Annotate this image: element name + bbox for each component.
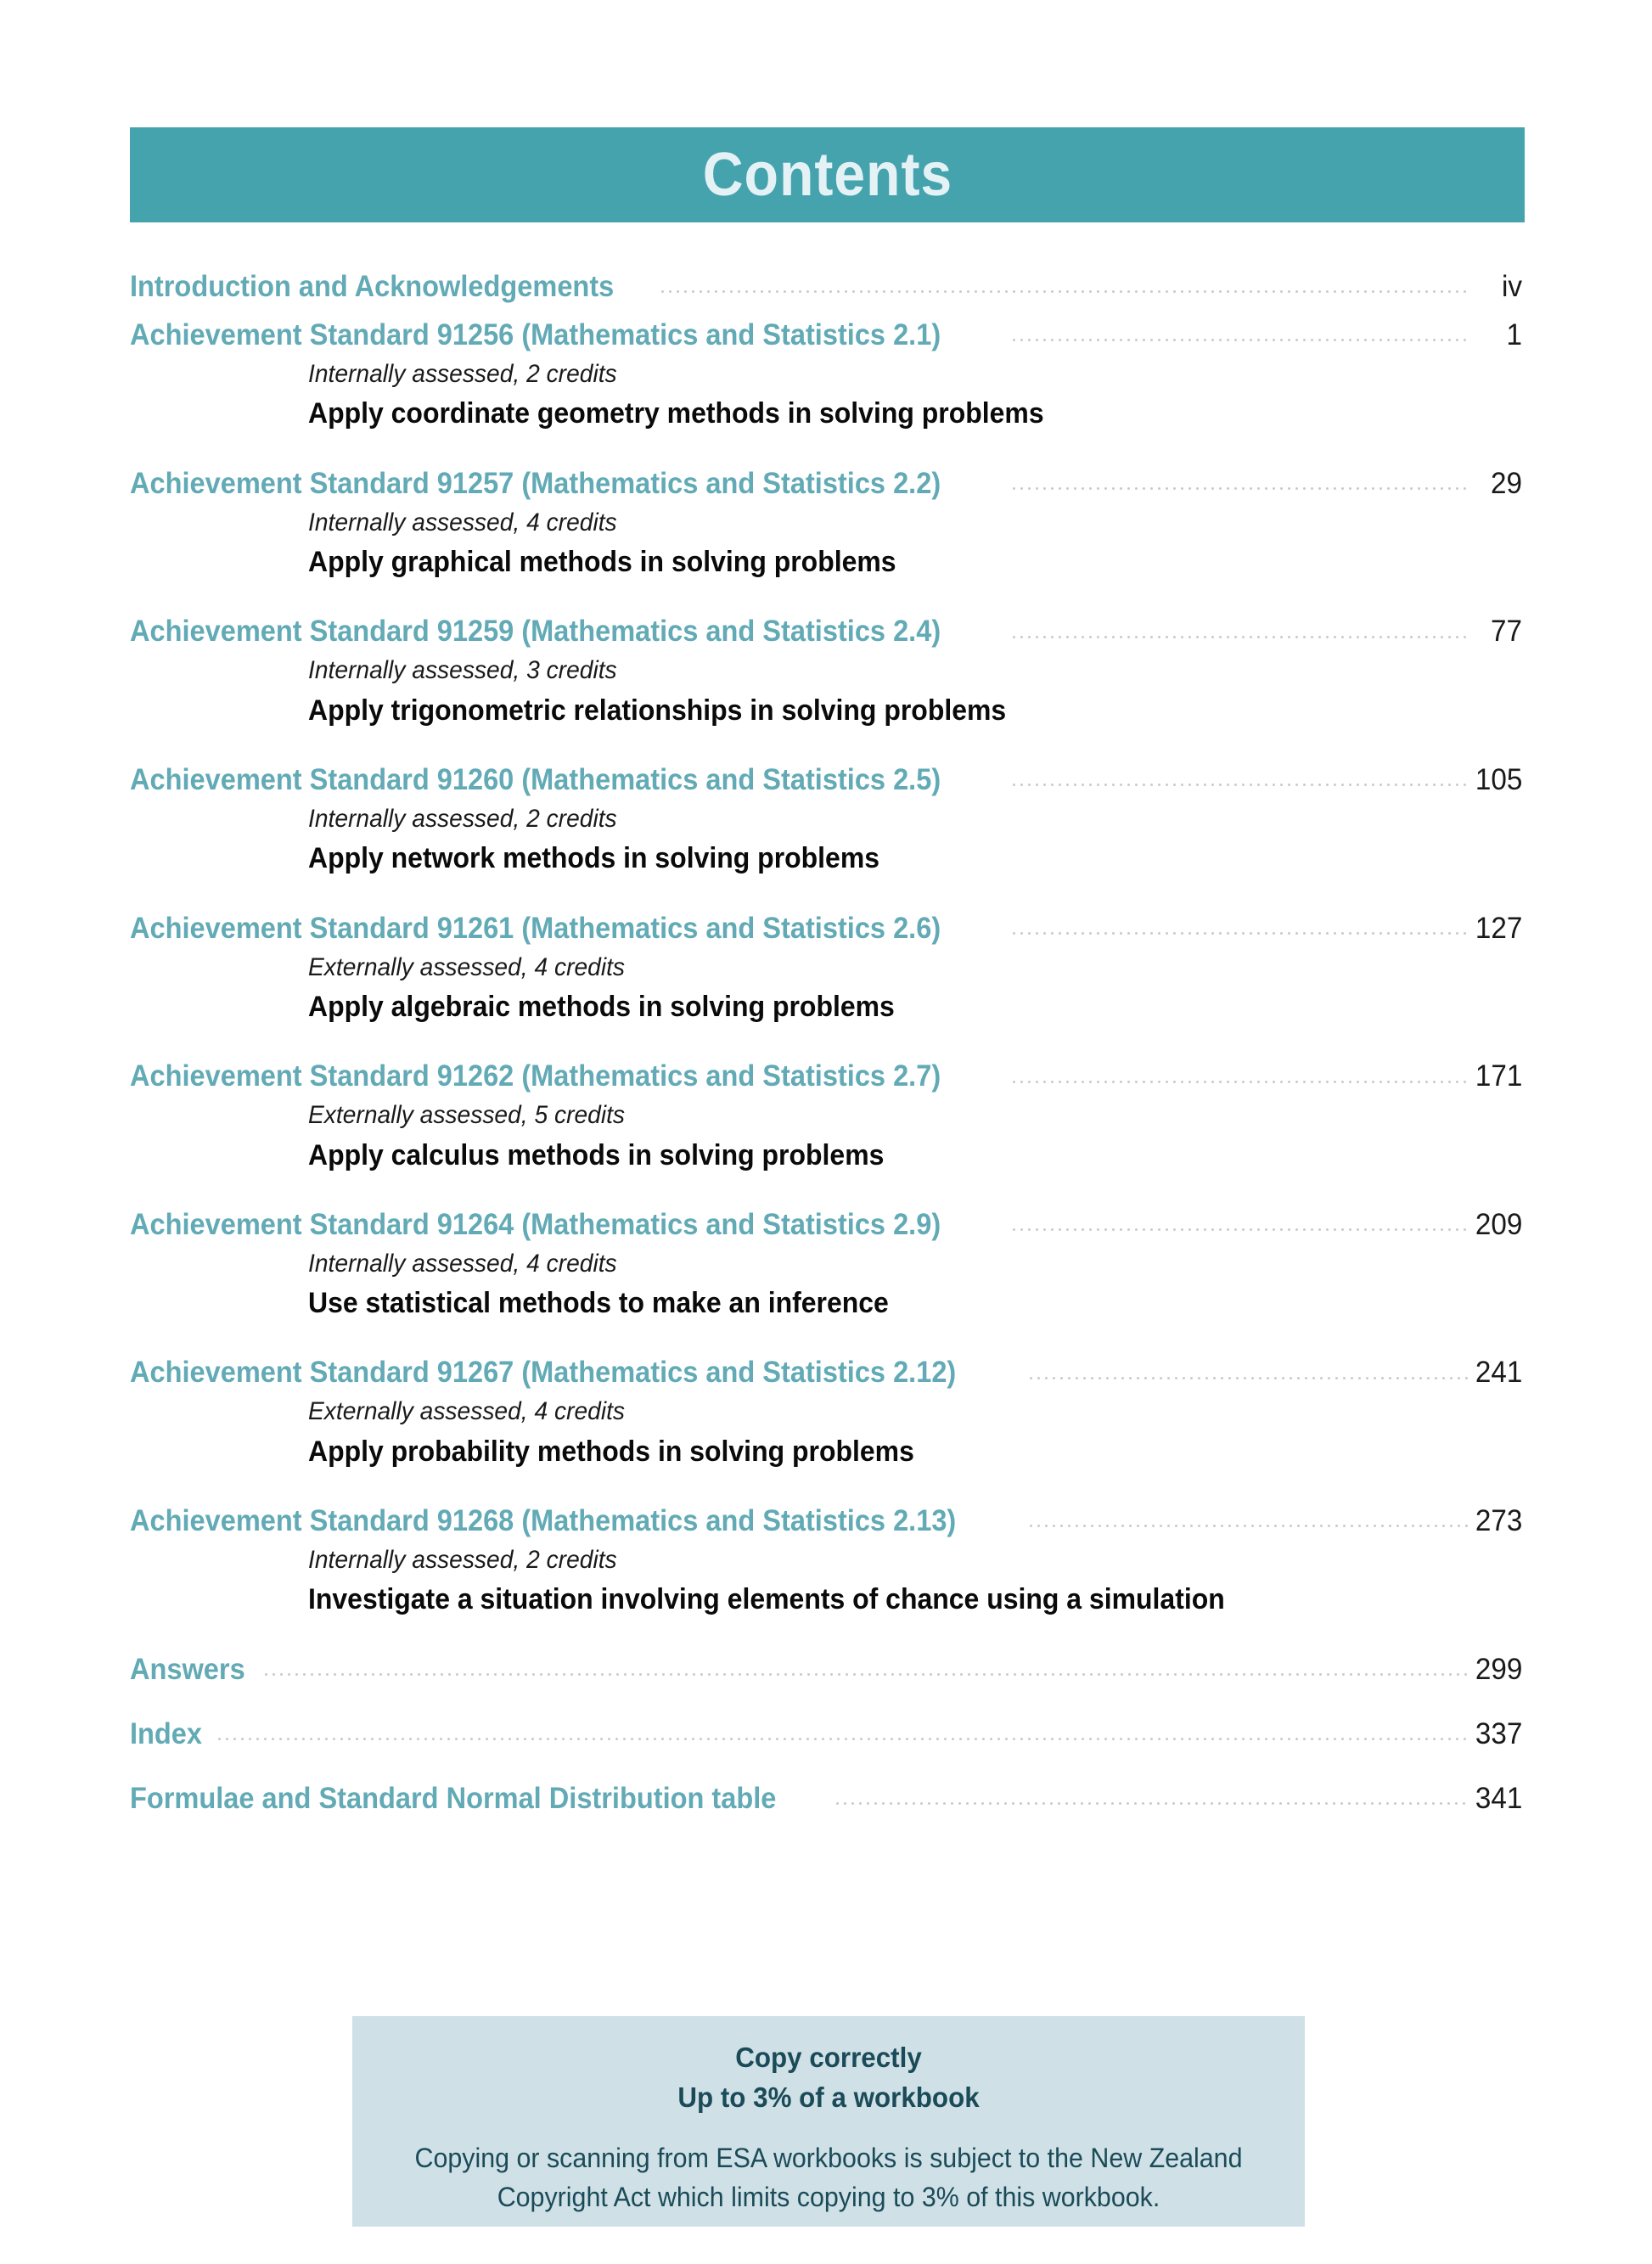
toc-entry-title: Achievement Standard 91259 (Mathematics and Statistics 2.4) bbox=[130, 615, 941, 649]
toc-standard-group bbox=[130, 1059, 1522, 1175]
leader-dots bbox=[1010, 776, 1468, 789]
copyright-notice-box bbox=[352, 2016, 1305, 2227]
toc-standard-group bbox=[130, 763, 1522, 879]
toc-entry-introduction[interactable] bbox=[130, 270, 1522, 304]
toc-entry-page: 337 bbox=[1475, 1716, 1522, 1750]
toc-entry-title: Achievement Standard 91261 (Mathematics and Statistics 2.6) bbox=[130, 911, 941, 945]
leader-dots bbox=[834, 1795, 1468, 1808]
leader-dots bbox=[262, 1666, 1468, 1679]
toc-entry-formulae[interactable] bbox=[130, 1782, 1522, 1816]
standard-details bbox=[308, 950, 1522, 1027]
toc-entry-standard[interactable] bbox=[130, 1504, 1522, 1538]
standard-credits: Internally assessed, 2 credits bbox=[308, 1546, 617, 1574]
leader-dots bbox=[1027, 1368, 1468, 1382]
standard-details bbox=[308, 1394, 1522, 1471]
standard-credits: Internally assessed, 3 credits bbox=[308, 656, 617, 685]
toc-entry-standard[interactable] bbox=[130, 1208, 1522, 1242]
leader-dots bbox=[1010, 480, 1469, 493]
toc-standard-group bbox=[130, 318, 1522, 434]
toc-standard-group bbox=[130, 1208, 1522, 1323]
standard-description: Apply calculus methods in solving problems bbox=[308, 1138, 885, 1171]
standard-details bbox=[308, 801, 1522, 879]
toc-entry-title: Answers bbox=[130, 1652, 245, 1686]
toc-standard-group bbox=[130, 615, 1522, 730]
standard-credits: Internally assessed, 2 credits bbox=[308, 804, 617, 833]
toc-entry-page: 241 bbox=[1475, 1356, 1522, 1390]
standard-credits: Externally assessed, 5 credits bbox=[308, 1101, 626, 1130]
toc-entry-standard[interactable] bbox=[130, 1356, 1522, 1390]
leader-dots bbox=[1010, 924, 1468, 938]
toc-entry-page: 77 bbox=[1491, 615, 1522, 649]
toc-entry-answers[interactable] bbox=[130, 1653, 1522, 1687]
leader-dots bbox=[1010, 627, 1469, 641]
toc-entry-page: 341 bbox=[1475, 1781, 1522, 1815]
standard-credits: Externally assessed, 4 credits bbox=[308, 1397, 626, 1426]
notice-body-line2: Copyright Act which limits copying to 3% of this workbook. bbox=[497, 2182, 1160, 2213]
toc-entry-standard[interactable] bbox=[130, 615, 1522, 649]
toc-entry-page: 127 bbox=[1475, 911, 1522, 945]
toc-entry-title: Formulae and Standard Normal Distribution table bbox=[130, 1781, 777, 1815]
toc-entry-index[interactable] bbox=[130, 1717, 1522, 1751]
toc-entry-page: 299 bbox=[1475, 1652, 1522, 1686]
leader-dots bbox=[1010, 1072, 1468, 1086]
table-of-contents bbox=[130, 270, 1522, 1816]
toc-entry-standard[interactable] bbox=[130, 1059, 1522, 1093]
toc-entry-page: 171 bbox=[1475, 1059, 1522, 1093]
standard-description: Use statistical methods to make an inference bbox=[308, 1287, 889, 1320]
toc-entry-standard[interactable] bbox=[130, 318, 1522, 352]
toc-entry-page: 29 bbox=[1491, 466, 1522, 500]
contents-banner bbox=[130, 127, 1525, 222]
standard-description: Apply algebraic methods in solving problems bbox=[308, 990, 895, 1023]
toc-standard-group bbox=[130, 467, 1522, 582]
standard-details bbox=[308, 1246, 1522, 1323]
toc-standard-group bbox=[130, 1356, 1522, 1471]
standard-details bbox=[308, 653, 1522, 730]
toc-standard-group bbox=[130, 1504, 1522, 1620]
standard-description: Investigate a situation involving elements of chance using a simulation bbox=[308, 1583, 1225, 1616]
toc-entry-title: Achievement Standard 91260 (Mathematics and Statistics 2.5) bbox=[130, 762, 941, 796]
standard-details bbox=[308, 1542, 1522, 1620]
leader-dots bbox=[216, 1730, 1467, 1744]
toc-entry-title: Introduction and Acknowledgements bbox=[130, 270, 615, 303]
toc-entry-page: 209 bbox=[1475, 1207, 1522, 1241]
leader-dots bbox=[1010, 1221, 1468, 1234]
standard-credits: Externally assessed, 4 credits bbox=[308, 952, 626, 981]
toc-entry-page: 273 bbox=[1475, 1504, 1522, 1537]
toc-entry-title: Achievement Standard 91268 (Mathematics and Statistics 2.13) bbox=[130, 1504, 957, 1537]
toc-entry-title: Achievement Standard 91267 (Mathematics and Statistics 2.12) bbox=[130, 1356, 957, 1390]
standard-details bbox=[308, 505, 1522, 582]
notice-heading-line1: Copy correctly bbox=[735, 2042, 922, 2073]
toc-standard-group bbox=[130, 912, 1522, 1027]
back-matter-list bbox=[130, 1653, 1522, 1816]
toc-entry-standard[interactable] bbox=[130, 912, 1522, 946]
toc-entry-page: 1 bbox=[1506, 318, 1522, 351]
standard-description: Apply graphical methods in solving problems bbox=[308, 546, 896, 579]
toc-entry-standard[interactable] bbox=[130, 467, 1522, 501]
standard-details bbox=[308, 357, 1522, 434]
toc-entry-page: 105 bbox=[1475, 762, 1522, 796]
standard-description: Apply probability methods in solving problems bbox=[308, 1435, 914, 1468]
leader-dots bbox=[659, 283, 1469, 296]
standard-description: Apply coordinate geometry methods in solving problems bbox=[308, 397, 1044, 430]
toc-entry-title: Achievement Standard 91264 (Mathematics and Statistics 2.9) bbox=[130, 1207, 941, 1241]
standard-credits: Internally assessed, 4 credits bbox=[308, 508, 617, 537]
toc-entry-title: Achievement Standard 91262 (Mathematics and Statistics 2.7) bbox=[130, 1059, 941, 1093]
toc-entry-page: iv bbox=[1501, 270, 1522, 303]
notice-body-line1: Copying or scanning from ESA workbooks is subject to the New Zealand bbox=[414, 2142, 1243, 2173]
standard-description: Apply trigonometric relationships in solving problems bbox=[308, 694, 1007, 727]
toc-entry-title: Achievement Standard 91256 (Mathematics and Statistics 2.1) bbox=[130, 318, 941, 351]
standards-list bbox=[130, 318, 1522, 1620]
standard-description: Apply network methods in solving problems bbox=[308, 842, 880, 875]
standard-credits: Internally assessed, 2 credits bbox=[308, 360, 617, 388]
page-title: Contents bbox=[702, 141, 952, 209]
notice-heading-line2: Up to 3% of a workbook bbox=[677, 2081, 980, 2113]
toc-entry-title: Achievement Standard 91257 (Mathematics and Statistics 2.2) bbox=[130, 466, 941, 500]
notice-body bbox=[408, 2138, 1249, 2217]
toc-entry-standard[interactable] bbox=[130, 763, 1522, 797]
standard-details bbox=[308, 1098, 1522, 1175]
standard-credits: Internally assessed, 4 credits bbox=[308, 1249, 617, 1278]
leader-dots bbox=[1027, 1517, 1468, 1531]
toc-entry-title: Index bbox=[130, 1716, 203, 1750]
leader-dots bbox=[1010, 331, 1469, 345]
